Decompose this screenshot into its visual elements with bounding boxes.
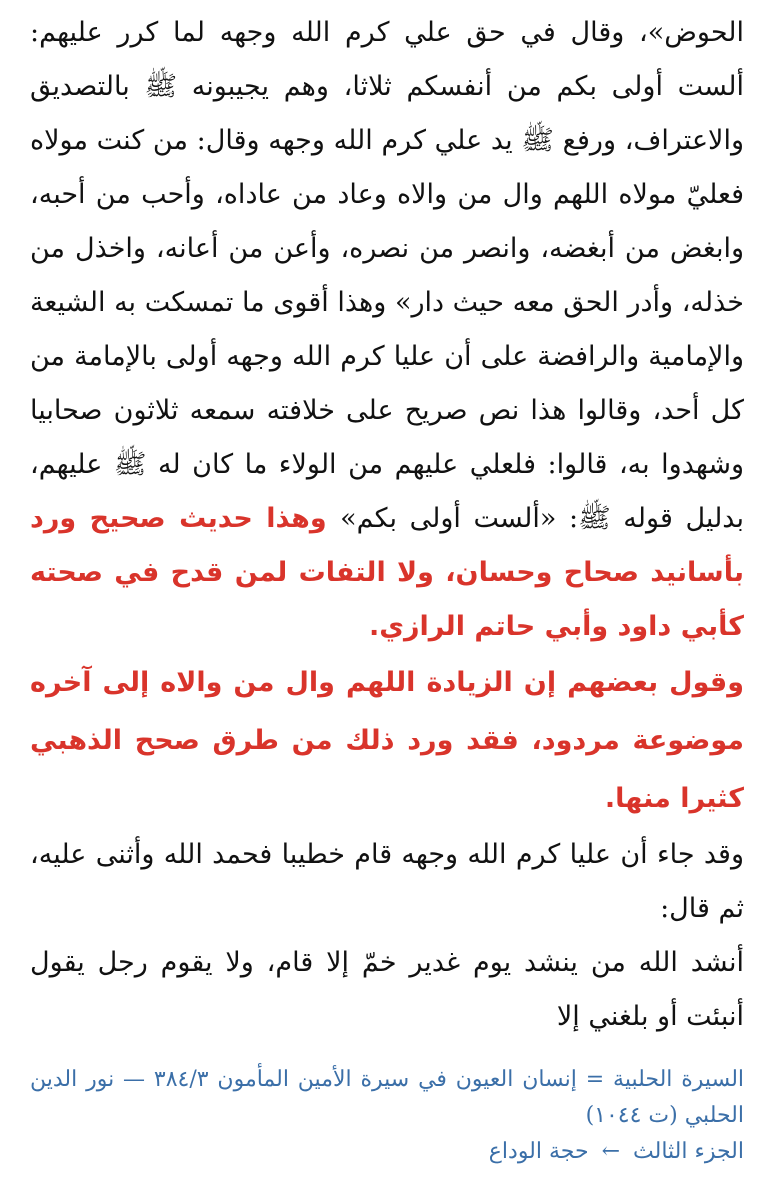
paragraph-sermon: وقد جاء أن عليا كرم الله وجهه قام خطيبا فحمد الله وأثنى عليه، ثم قال: [30, 839, 744, 924]
citation-breadcrumb [30, 1134, 744, 1170]
source-citation [30, 1062, 744, 1170]
breadcrumb-chapter[interactable]: حجة الوداع [488, 1139, 589, 1164]
paragraph-text: الحوض»، وقال في حق علي كرم الله وجهه لما كرر عليهم: ألست أولى بكم من أنفسكم ثلاثا، وهم يجيبونه ﷺ بالتصديق والاعتراف، ورفع ﷺ يد علي كرم الله وجهه وقال: من كنت مولاه فعليّ مولاه اللهم وال من والاه وعاد من عاداه، وأحب من أحبه، وابغض من أبغضه، وانصر من نصره، وأعن من أعانه، واخذل من خذله، وأدر الحق معه حيث دار» وهذا أقوى ما تمسكت به الشيعة والإمامية والرافضة على أن عليا كرم الله وجهه أولى بالإمامة من كل أحد، وقالوا هذا نص صريح على خلافته سمعه ثلاثون صحابيا وشهدوا به، قالوا: فلعلي عليهم من الولاء ما كان له ﷺ عليهم، بدليل قوله ﷺ: «ألست أولى بكم» [30, 17, 744, 534]
book-page [30, 0, 744, 1200]
highlighted-paragraph: وقول بعضهم إن الزيادة اللهم وال من والاه إلى آخره موضوعة مردود، فقد ورد ذلك من طرق صحح الذهبي كثيرا منها. [30, 667, 744, 814]
main-paragraph [30, 6, 744, 654]
citation-title[interactable]: السيرة الحلبية = إنسان العيون في سيرة الأمين المأمون ٣٨٤/٣ — نور الدين الحلبي (ت ١٠٤٤) [30, 1067, 745, 1128]
breadcrumb-volume[interactable]: الجزء الثالث [633, 1139, 744, 1164]
arrow-left-icon: ← [601, 1139, 621, 1164]
highlighted-text: وهذا حديث صحيح ورد بأسانيد صحاح وحسان، ولا التفات لمن قدح في صحته كأبي داود وأبي حاتم الرازي. [30, 503, 744, 642]
paragraph-oath: أنشد الله من ينشد يوم غدير خمّ إلا قام، ولا يقوم رجل يقول أنبئت أو بلغني إلا [30, 947, 744, 1032]
